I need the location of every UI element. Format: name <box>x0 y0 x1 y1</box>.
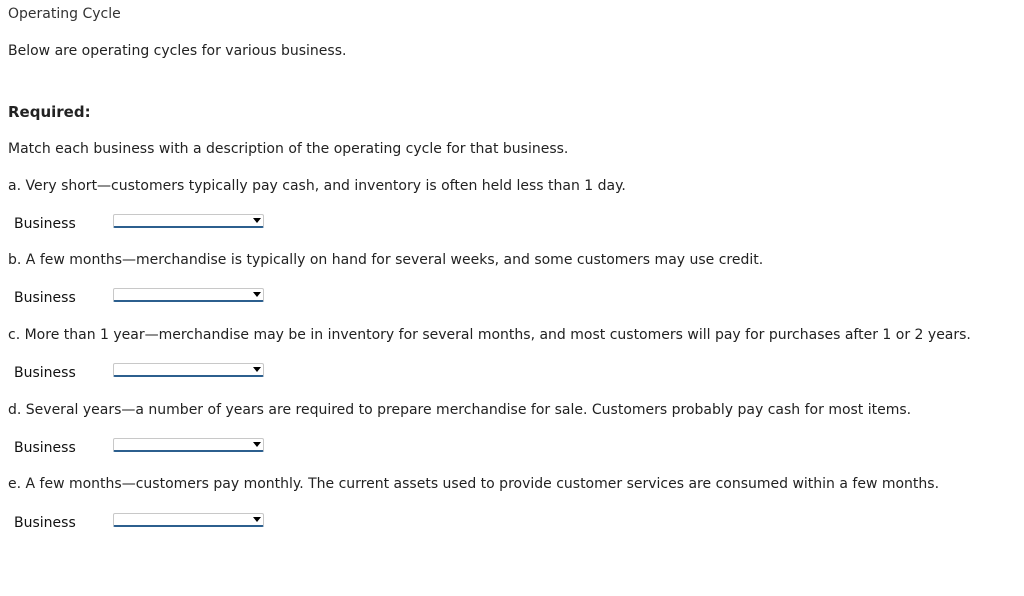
answer-row-c <box>14 362 274 384</box>
required-label: Required: <box>8 103 91 121</box>
question-b-text: b. A few months—merchandise is typically on hand for several weeks, and some customers may use credit. <box>8 252 764 268</box>
business-select-d[interactable] <box>113 438 264 452</box>
question-e-text: e. A few months—customers pay monthly. The current assets used to provide customer services are consumed within a few months. <box>8 476 940 492</box>
chevron-down-icon <box>253 292 261 297</box>
answer-label: Business <box>14 290 76 306</box>
question-a-text: a. Very short—customers typically pay cash, and inventory is often held less than 1 day. <box>8 178 626 194</box>
answer-label: Business <box>14 365 76 381</box>
business-select-e[interactable] <box>113 513 264 527</box>
answer-label: Business <box>14 216 76 232</box>
chevron-down-icon <box>253 367 261 372</box>
question-c-text: c. More than 1 year—merchandise may be in inventory for several months, and most customers will pay for purchases after 1 or 2 years. <box>8 327 971 343</box>
question-d-text: d. Several years—a number of years are required to prepare merchandise for sale. Customers probably pay cash for most items. <box>8 402 912 418</box>
chevron-down-icon <box>253 442 261 447</box>
business-select-b[interactable] <box>113 288 264 302</box>
business-select-c[interactable] <box>113 363 264 377</box>
answer-row-a <box>14 213 274 235</box>
chevron-down-icon <box>253 218 261 223</box>
answer-label: Business <box>14 440 76 456</box>
answer-row-b <box>14 287 274 309</box>
page-title: Operating Cycle <box>8 6 121 22</box>
answer-row-d <box>14 437 274 459</box>
instruction-text: Match each business with a description of the operating cycle for that business. <box>8 141 569 157</box>
answer-row-e <box>14 512 274 534</box>
business-select-a[interactable] <box>113 214 264 228</box>
intro-text: Below are operating cycles for various business. <box>8 43 347 59</box>
answer-label: Business <box>14 515 76 531</box>
chevron-down-icon <box>253 517 261 522</box>
